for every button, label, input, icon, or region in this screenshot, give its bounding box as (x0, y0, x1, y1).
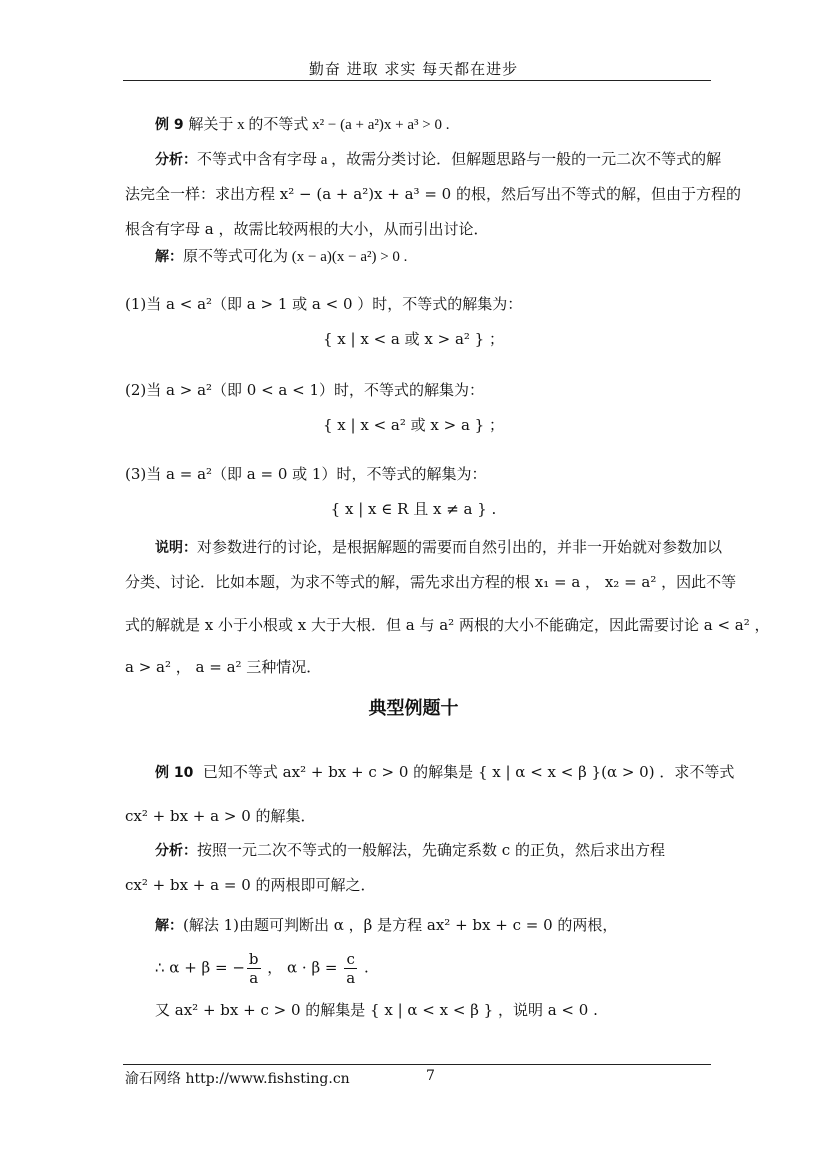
example-10-text: 已知不等式 ax² + bx + c > 0 的解集是 { x | α < x < β }(α > 0) ．求不等式 (202, 763, 735, 781)
analysis-text: 不等式中含有字母 a ，故需分类讨论．但解题思路与一般的一元二次不等式的解 (197, 152, 722, 168)
example-10-solution-line-3: 又 ax² + bx + c > 0 的解集是 { x | α < x < β } ，说明 a < 0 . (155, 1001, 598, 1019)
case-2-solution-set: { x | x < a² 或 x > a } ； (322, 416, 504, 434)
example-10-problem-line-1 (155, 762, 734, 783)
note-label: 说明： (155, 540, 197, 556)
solution-text: 原不等式可化为 (x − a)(x − a²) > 0 . (183, 249, 408, 265)
example-10-analysis-line-2: cx² + bx + a = 0 的两根即可解之． (125, 876, 376, 894)
fraction-numerator: c (344, 950, 357, 969)
case-1-solution-set: { x | x < a 或 x > a² } ； (322, 330, 504, 348)
note-line-3: 式的解就是 x 小于小根或 x 大于大根．但 a 与 a² 两根的大小不能确定，因此需要讨论 a < a² ， (125, 616, 770, 634)
example-9-solution (155, 246, 407, 267)
case-3: (3)当 a = a²（即 a = 0 或 1）时，不等式的解集为： (125, 465, 487, 483)
example-9-text: 解关于 x 的不等式 x² − (a + a²)x + a³ > 0 . (188, 117, 450, 133)
solution-label: 解： (155, 249, 183, 265)
footer-rule (123, 1064, 711, 1065)
example-9-problem (155, 114, 449, 135)
example-10-analysis-line-1 (155, 840, 665, 861)
note-text: 对参数进行的讨论，是根据解题的需要而自然引出的，并非一开始就对参数加以 (197, 538, 723, 556)
case-1: (1)当 a < a²（即 a > 1 或 a < 0 ）时，不等式的解集为： (125, 295, 523, 313)
case-2: (2)当 a > a²（即 0 < a < 1）时，不等式的解集为： (125, 381, 485, 399)
example-9-analysis-line-1 (155, 149, 721, 170)
case-3-solution-set: { x | x ∈ R 且 x ≠ a } . (330, 500, 497, 518)
end-punct: . (359, 958, 369, 977)
page-header: 勤奋 进取 求实 每天都在进步 (308, 60, 519, 78)
fraction-b-over-a (247, 950, 261, 987)
example-9-label: 例 9 (155, 117, 184, 133)
page-number: 7 (426, 1068, 435, 1084)
fraction-denominator: a (249, 969, 259, 987)
solution-text: (解法 1)由题可判断出 α ，β 是方程 ax² + bx + c = 0 的两根， (183, 916, 618, 934)
analysis-text: 按照一元二次不等式的一般解法，先确定系数 c 的正负，然后求出方程 (197, 841, 665, 859)
example-9-analysis-line-2: 法完全一样：求出方程 x² − (a + a²)x + a³ = 0 的根，然后写出不等式的解，但由于方程的 (125, 185, 741, 203)
solution-label: 解： (155, 918, 183, 934)
analysis-label: 分析： (155, 843, 197, 859)
header-rule (123, 80, 711, 81)
example-10-solution-line-1 (155, 915, 617, 936)
analysis-label: 分析： (155, 152, 197, 168)
fraction-c-over-a (344, 950, 357, 987)
example-10-problem-line-2: cx² + bx + a > 0 的解集． (125, 807, 316, 825)
note-line-1 (155, 537, 722, 558)
example-10-relations (155, 950, 369, 987)
fraction-denominator: a (346, 969, 356, 987)
note-line-4: a > a² ， a = a² 三种情况． (125, 658, 322, 676)
section-title: 典型例题十 (368, 698, 459, 719)
footer-site: 渝石网络 http://www.fishsting.cn (125, 1071, 350, 1087)
product-text: ， α · β = (262, 958, 343, 977)
example-9-analysis-line-3: 根含有字母 a ，故需比较两根的大小，从而引出讨论． (125, 220, 489, 238)
therefore-text: ∴ α + β = − (155, 958, 245, 977)
example-10-label: 例 10 (155, 765, 194, 781)
note-line-2: 分类、讨论．比如本题，为求不等式的解，需先求出方程的根 x₁ = a ， x₂ = a² ，因此不等 (125, 573, 737, 591)
fraction-numerator: b (248, 950, 259, 968)
